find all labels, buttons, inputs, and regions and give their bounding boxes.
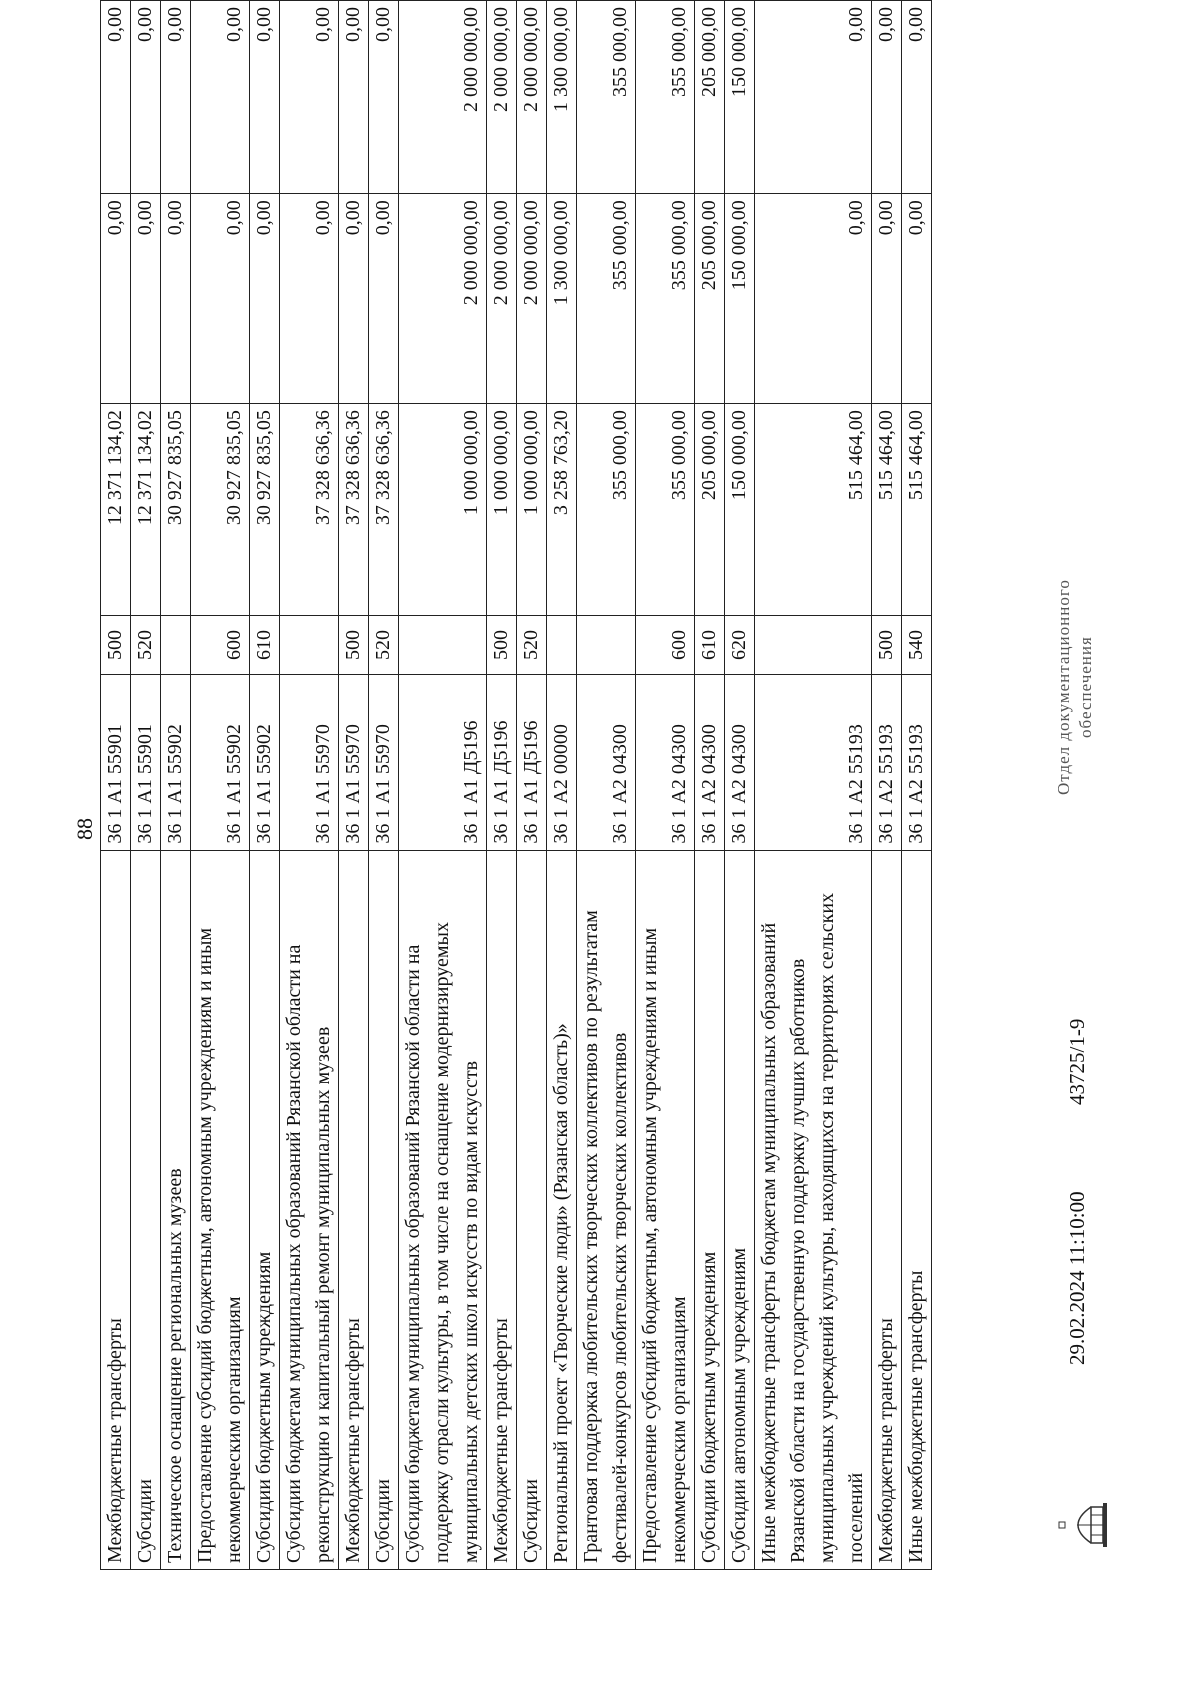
row-code: 36 1 А2 55193 [872,675,902,850]
table-row [636,1,695,1570]
row-expense-type [547,615,577,675]
row-name: Грантовая поддержка любительских творческих коллективов по результатам фестивалей-конкурсов любительских творческих коллективов [577,850,636,1569]
row-name: Субсидии бюджетам муниципальных образований Рязанской области на поддержку отрасли культуры, в том числе на оснащение модернизируемых муниципальных детских школ искусств по видам искусств [399,850,487,1569]
row-name: Субсидии бюджетам муниципальных образований Рязанской области на реконструкцию и капитальный ремонт муниципальных музеев [280,850,339,1569]
row-amount-2: 2 000 000,00 [517,194,547,404]
row-amount-2: 2 000 000,00 [487,194,517,404]
row-amount-3: 0,00 [101,1,131,194]
stamp-line-2: обеспечения [1076,636,1095,738]
row-expense-type [280,615,339,675]
row-amount-1: 30 927 835,05 [250,404,280,616]
row-expense-type: 540 [902,615,932,675]
row-amount-1: 515 464,00 [872,404,902,616]
row-expense-type: 520 [369,615,399,675]
row-code: 36 1 А1 Д5196 [487,675,517,850]
row-amount-1: 30 927 835,05 [161,404,191,616]
row-amount-2: 0,00 [369,194,399,404]
row-amount-2: 355 000,00 [636,194,695,404]
row-amount-3: 1 300 000,00 [547,1,577,194]
row-amount-1: 205 000,00 [695,404,725,616]
footer-date: 29.02.2024 11:10:00 [1065,1191,1089,1365]
row-code: 36 1 А1 55902 [161,675,191,850]
row-amount-1: 1 000 000,00 [399,404,487,616]
table-row [725,1,755,1570]
row-amount-2: 0,00 [101,194,131,404]
row-amount-3: 0,00 [250,1,280,194]
row-amount-1: 1 000 000,00 [517,404,547,616]
row-name: Межбюджетные трансферты [872,850,902,1569]
row-amount-2: 0,00 [131,194,161,404]
row-code: 36 1 А2 04300 [577,675,636,850]
table-row [131,1,161,1570]
row-name: Иные межбюджетные трансферты [902,850,932,1569]
row-amount-1: 12 371 134,02 [101,404,131,616]
table-row [902,1,932,1570]
row-amount-3: 205 000,00 [695,1,725,194]
row-expense-type: 610 [695,615,725,675]
footer-doc-id: 43725/1-9 [1065,1018,1089,1105]
row-amount-2: 355 000,00 [577,194,636,404]
row-name: Предоставление субсидий бюджетным, автономным учреждениям и иным некоммерческим организациям [191,850,250,1569]
table-row [369,1,399,1570]
row-amount-1: 37 328 636,36 [369,404,399,616]
row-amount-2: 205 000,00 [695,194,725,404]
row-code: 36 1 А2 04300 [695,675,725,850]
row-code: 36 1 А1 Д5196 [399,675,487,850]
row-amount-3: 0,00 [755,1,872,194]
row-amount-1: 1 000 000,00 [487,404,517,616]
row-expense-type: 600 [636,615,695,675]
row-amount-1: 355 000,00 [577,404,636,616]
row-amount-1: 150 000,00 [725,404,755,616]
document-footer [1045,155,1145,1555]
row-code: 36 1 А1 Д5196 [517,675,547,850]
row-amount-3: 0,00 [872,1,902,194]
row-amount-3: 355 000,00 [636,1,695,194]
row-code: 36 1 А1 55901 [131,675,161,850]
row-amount-3: 2 000 000,00 [517,1,547,194]
row-amount-2: 1 300 000,00 [547,194,577,404]
row-amount-2: 0,00 [191,194,250,404]
table-body [101,1,932,1570]
table-row [695,1,725,1570]
row-amount-1: 515 464,00 [902,404,932,616]
stamp-line-1: Отдел документационного [1054,579,1073,795]
row-code: 36 1 А1 55970 [280,675,339,850]
page-number: 88 [72,818,97,840]
row-amount-1: 30 927 835,05 [191,404,250,616]
row-name: Межбюджетные трансферты [339,850,369,1569]
row-name: Субсидии бюджетным учреждениям [250,850,280,1569]
row-amount-3: 0,00 [131,1,161,194]
row-amount-3: 0,00 [161,1,191,194]
row-amount-1: 37 328 636,36 [339,404,369,616]
table-row [755,1,872,1570]
row-amount-2: 0,00 [755,194,872,404]
row-name: Региональный проект «Творческие люди» (Рязанская область)» [547,850,577,1569]
budget-table [100,0,932,1570]
row-expense-type: 620 [725,615,755,675]
row-expense-type: 500 [101,615,131,675]
coat-of-arms-icon [1055,1495,1110,1555]
row-name: Субсидии [131,850,161,1569]
row-expense-type: 520 [517,615,547,675]
row-amount-3: 0,00 [280,1,339,194]
row-amount-3: 0,00 [369,1,399,194]
row-expense-type: 500 [872,615,902,675]
table-row [101,1,131,1570]
row-code: 36 1 А2 00000 [547,675,577,850]
row-name: Предоставление субсидий бюджетным, автономным учреждениям и иным некоммерческим организациям [636,850,695,1569]
row-name: Субсидии [369,850,399,1569]
row-name: Иные межбюджетные трансферты бюджетам муниципальных образований Рязанской области на государственную поддержку лучших работников муниципальных учреждений культуры, находящихся на территориях сельских поселений [755,850,872,1569]
row-amount-3: 2 000 000,00 [487,1,517,194]
table-row [547,1,577,1570]
row-code: 36 1 А1 55970 [369,675,399,850]
table-row [487,1,517,1570]
row-name: Техническое оснащение региональных музеев [161,850,191,1569]
table-row [517,1,547,1570]
row-expense-type [161,615,191,675]
row-expense-type: 600 [191,615,250,675]
row-expense-type [755,615,872,675]
row-expense-type: 610 [250,615,280,675]
row-amount-2: 0,00 [161,194,191,404]
row-code: 36 1 А1 55970 [339,675,369,850]
row-amount-1: 3 258 763,20 [547,404,577,616]
row-code: 36 1 А2 04300 [636,675,695,850]
row-code: 36 1 А1 55902 [191,675,250,850]
table-row [577,1,636,1570]
table-row [872,1,902,1570]
row-expense-type [399,615,487,675]
row-amount-1: 12 371 134,02 [131,404,161,616]
row-name: Межбюджетные трансферты [101,850,131,1569]
row-amount-3: 150 000,00 [725,1,755,194]
row-amount-1: 37 328 636,36 [280,404,339,616]
row-code: 36 1 А1 55902 [250,675,280,850]
table-row [191,1,250,1570]
row-expense-type: 520 [131,615,161,675]
row-name: Межбюджетные трансферты [487,850,517,1569]
row-amount-3: 0,00 [339,1,369,194]
row-amount-1: 515 464,00 [755,404,872,616]
row-expense-type [577,615,636,675]
row-code: 36 1 А2 55193 [902,675,932,850]
row-amount-2: 0,00 [280,194,339,404]
row-amount-3: 0,00 [191,1,250,194]
department-stamp [1053,579,1097,795]
table-row [399,1,487,1570]
row-amount-2: 150 000,00 [725,194,755,404]
row-amount-2: 0,00 [250,194,280,404]
table-row [280,1,339,1570]
row-expense-type: 500 [487,615,517,675]
row-amount-2: 0,00 [872,194,902,404]
table-row [339,1,369,1570]
row-amount-2: 2 000 000,00 [399,194,487,404]
row-code: 36 1 А2 04300 [725,675,755,850]
row-name: Субсидии бюджетным учреждениям [695,850,725,1569]
row-amount-2: 0,00 [902,194,932,404]
row-code: 36 1 А2 55193 [755,675,872,850]
row-amount-3: 2 000 000,00 [399,1,487,194]
row-amount-3: 0,00 [902,1,932,194]
table-row [161,1,191,1570]
table-row [250,1,280,1570]
row-name: Субсидии автономным учреждениям [725,850,755,1569]
row-amount-2: 0,00 [339,194,369,404]
row-code: 36 1 А1 55901 [101,675,131,850]
row-amount-3: 355 000,00 [577,1,636,194]
row-expense-type: 500 [339,615,369,675]
row-name: Субсидии [517,850,547,1569]
row-amount-1: 355 000,00 [636,404,695,616]
